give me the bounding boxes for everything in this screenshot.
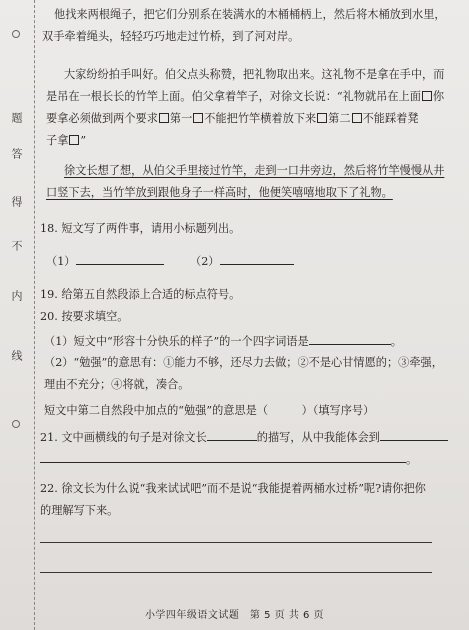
passage-line: 他找来两根绳子，把它们分别系在装满水的木桶桶柄上，然后将木桶放到水里， [54, 8, 446, 21]
q18-answer-2 [190, 252, 294, 271]
passage-line [46, 110, 419, 128]
q20-part-2: （2）“勉强”的意思有：①能力不够，还尽力去做；②不是心甘情愿的；③牵强， [44, 356, 443, 369]
q21-blank-3[interactable] [40, 450, 406, 463]
punctuation-box[interactable] [69, 135, 79, 145]
passage-text: 不能踩着凳 [362, 112, 419, 125]
answer-line[interactable] [40, 542, 432, 543]
q20-part-1 [44, 332, 402, 351]
passage-line [46, 88, 444, 106]
question-19: 19. 给第五自然段添上合适的标点符号。 [40, 288, 241, 301]
binding-label: 答 [10, 148, 23, 159]
q20-part-3: 短文中第二自然段中加点的“勉强”的意思是（ ）（填写序号） [44, 404, 375, 417]
question-18: 18. 短文写了两件事，请用小标题列出。 [40, 222, 241, 235]
q18-blank-1[interactable] [76, 252, 164, 265]
q21-text: 的描写，从中我能体会到 [256, 431, 380, 444]
q18-answer-1 [46, 252, 164, 271]
q18-label-1: （1） [46, 255, 76, 268]
passage-text: 是吊在一根长长的竹竿上面。伯父拿着竿子，对徐文长说：“礼物就吊在上面 [46, 90, 421, 103]
question-22: 22. 徐文长为什么说“我来试试吧”而不是说“我能提着两桶水过桥”呢?请你把你 [40, 482, 426, 495]
q18-label-2: （2） [190, 255, 220, 268]
question-21 [40, 428, 448, 447]
page-footer: 小学四年级语文试题 第 5 页 共 6 页 [144, 610, 325, 621]
punctuation-box[interactable] [193, 113, 203, 123]
underlined-sentence: 徐文长想了想，从伯父手里接过竹竿，走到一口井旁边，然后将竹竿慢慢从井 [64, 164, 445, 177]
q21-blank-2[interactable] [380, 428, 448, 441]
passage-line: 大家纷纷拍手叫好。伯父点头称赞，把礼物取出来。这礼物不是拿在手中，而 [64, 68, 445, 81]
binding-hole [12, 30, 20, 38]
passage-text: 第二 [328, 112, 351, 125]
punctuation-box[interactable] [317, 113, 327, 123]
q21-text: 21. 文中画横线的句子是对徐文长 [40, 431, 207, 444]
passage-text: ” [80, 134, 87, 147]
passage-text: 第一 [169, 112, 193, 125]
q20-text: （1）短文中“形容十分快乐的样子”的一个四字词语是 [44, 335, 309, 348]
q20-part-2b: 理由不充分；④将就，凑合。 [44, 378, 190, 391]
binding-label: 不 [10, 240, 23, 251]
binding-margin [0, 0, 35, 630]
passage-line: 双手牵着绳头，轻轻巧巧地走过竹桥，到了河对岸。 [42, 30, 300, 43]
answer-line[interactable] [40, 572, 432, 573]
binding-hole [12, 420, 20, 428]
q20-text: 。 [390, 335, 402, 348]
q21-line-2 [40, 450, 417, 469]
binding-label: 题 [10, 112, 23, 123]
q21-text: 。 [406, 453, 418, 466]
question-22-cont: 的理解写下来。 [40, 504, 119, 517]
underlined-sentence: 口竖下去，当竹竿放到跟他身子一样高时，他便笑嘻嘻地取下了礼物。 [46, 186, 393, 199]
binding-label: 线 [10, 350, 23, 361]
q18-blank-2[interactable] [220, 252, 294, 265]
punctuation-box[interactable] [422, 91, 432, 101]
passage-line [46, 132, 86, 150]
q20-blank-1[interactable] [309, 332, 391, 345]
question-20: 20. 按要求填空。 [40, 310, 129, 323]
punctuation-box[interactable] [352, 113, 362, 123]
passage-text: 子拿 [46, 134, 69, 147]
passage-text: 你 [432, 90, 445, 103]
binding-label: 内 [10, 290, 23, 301]
punctuation-box[interactable] [159, 113, 169, 123]
binding-label: 得 [10, 196, 23, 207]
passage-text: 不能把竹竿横着放下来 [204, 112, 317, 125]
passage-text: 要拿必须做到两个要求 [46, 112, 158, 125]
q21-blank-1[interactable] [207, 428, 257, 441]
